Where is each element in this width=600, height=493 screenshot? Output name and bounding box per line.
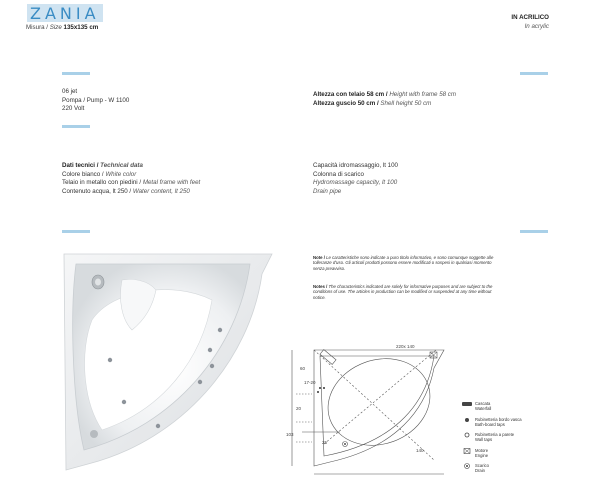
material-block <box>511 13 549 31</box>
material-label: IN ACRILICO <box>511 14 549 21</box>
technical-data-right: Capacità idromassaggio, lt 100 Colonna di scarico Hydromassage capacity, lt 100 Drain pipe <box>313 162 398 195</box>
dim-60: 60 <box>300 366 306 371</box>
drain-icon <box>462 463 472 469</box>
note-italian: Note / Le caratteristiche sono indicate a puro titolo informativo, e sono comunque soggette alle tolleranze d'uso. Gli articoli prodotti possono essere modificati o sospesi in qualsiasi momento senza preavviso. <box>313 255 494 271</box>
dim-25: 25 <box>322 440 328 445</box>
legend-wall-taps: Rubinetteria a parete Wall taps <box>462 432 472 438</box>
legend-bath-board-taps: Rubinetteria bordo vasca Bath-board taps <box>462 417 472 423</box>
legend-engine: Motore Engine <box>462 448 472 454</box>
divider-dash <box>62 72 90 75</box>
legend-waterfall: Cascata Waterfall <box>462 401 472 407</box>
specs-heights: Altezza con telaio 58 cm / Height with frame 58 cm Altezza guscio 50 cm / Shell height 50 cm <box>313 91 457 107</box>
engine-icon <box>462 448 472 454</box>
wall-tap-icon <box>462 432 472 438</box>
dim-top: 220x 140 <box>396 344 415 349</box>
divider-dash <box>520 230 548 233</box>
dim-103: 103 <box>286 432 294 437</box>
dim-diagonal: 140 <box>416 448 424 453</box>
divider-dash <box>62 125 90 128</box>
technical-data: Dati tecnici / Technical data Colore bianco / White color Telaio in metallo con piedini / Metal frame with feet Contenuto acqua, lt 250 / Water content, lt 250 <box>62 162 201 195</box>
material-label-en: In acrylic <box>524 23 549 30</box>
note-english: Notes / The characteristics indicated are solely for informative purposes and are subject to the conditions of use. The articles in production can be modified or suspended at any time without notice. <box>313 284 493 300</box>
legend-drain: Scarico Drain <box>462 463 472 469</box>
specs-jets: 06 jet Pompa / Pump - W 1100 220 Volt <box>62 88 130 113</box>
bath-board-tap-icon <box>462 417 472 423</box>
divider-dash <box>62 230 90 233</box>
dim-17: 17-20 <box>304 380 316 385</box>
size-label: Misura / Size 135x135 cm <box>26 24 99 31</box>
bathtub-photo <box>62 250 274 472</box>
technical-drawing <box>284 340 454 475</box>
divider-dash <box>520 72 548 75</box>
product-title: ZANIA <box>27 4 103 22</box>
dim-20: 20 <box>296 406 302 411</box>
waterfall-icon <box>462 401 472 407</box>
